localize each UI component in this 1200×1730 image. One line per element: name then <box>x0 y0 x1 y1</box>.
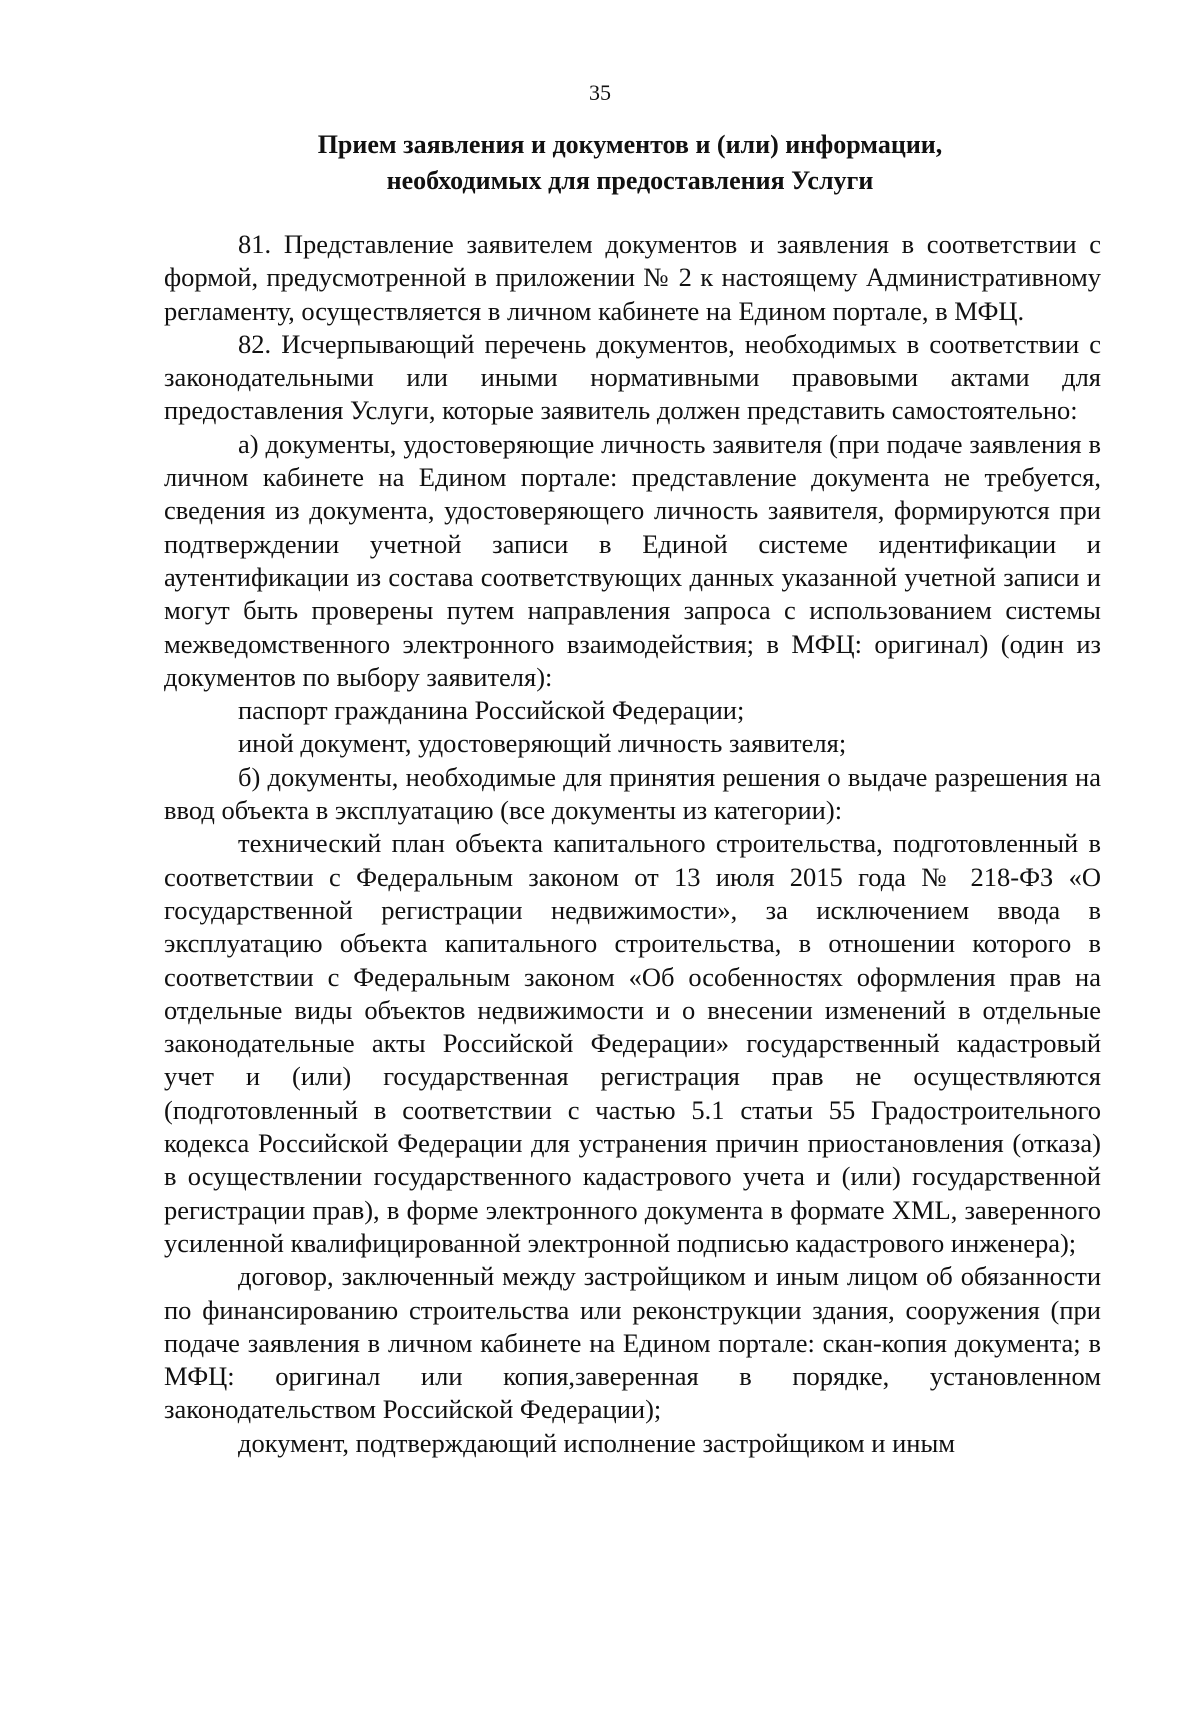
list-item-other-id: иной документ, удостоверяющий личность заявителя; <box>238 728 847 759</box>
list-item-contract: договор, заключенный между застройщиком и иным лицом об обязанности по финансированию строительства или реконструкции здания, сооружения (при подаче заявления в личном кабинете на Едином портале: скан-копия документа; в МФЦ: оригинал или копия,заверенная в порядке, установленном законодательством Российской Федерации); <box>164 1261 1101 1425</box>
paragraph-82: 82. Исчерпывающий перечень документов, необходимых в соответствии с законодательными или иными нормативными правовыми актами для предоставления Услуги, которые заявитель должен представить самостоятельно: <box>164 328 1101 426</box>
page-number: 35 <box>589 80 611 105</box>
document-body <box>164 228 1101 1460</box>
section-title-line-1: Прием заявления и документов и (или) информации, <box>317 130 943 159</box>
section-title <box>230 127 1030 199</box>
paragraph-item-a: а) документы, удостоверяющие личность заявителя (при подаче заявления в личном кабинете на Едином портале: представление документа не требуется, сведения из документа, удостоверяющего личность заявителя, формируются при подтверждении учетной записи в Единой системе идентификации и аутентификации из состава соответствующих данных указанной учетной записи и могут быть проверены путем направления запроса с использованием системы межведомственного электронного взаимодействия; в МФЦ: оригинал) (один из документов по выбору заявителя): <box>164 428 1101 692</box>
list-item-execution-document: документ, подтверждающий исполнение застройщиком и иным <box>238 1427 956 1458</box>
paragraph-81: 81. Представление заявителем документов и заявления в соответствии с формой, предусмотренной в приложении № 2 к настоящему Административному регламенту, осуществляется в личном кабинете на Едином портале, в МФЦ. <box>164 229 1101 326</box>
paragraph-item-b: б) документы, необходимые для принятия решения о выдаче разрешения на ввод объекта в эксплуатацию (все документы из категории): <box>164 761 1101 826</box>
list-item-technical-plan: технический план объекта капитального строительства, подготовленный в соответствии с Федеральным законом от 13 июля 2015 года № 218-ФЗ «О государственной регистрации недвижимости», за исключением ввода в эксплуатацию объекта капитального строительства, в отношении которого в соответствии с Федеральным законом «Об особенностях оформления прав на отдельные виды объектов недвижимости и о внесении изменений в отдельные законодательные акты Российской Федерации» государственный кадастровый учет и (или) государственная регистрация прав не осуществляются (подготовленный в соответствии с частью 5.1 статьи 55 Градостроительного кодекса Российской Федерации для устранения причин приостановления (отказа) в осуществлении государственного кадастрового учета и (или) государственной регистрации прав), в форме электронного документа в формате XML, заверенного усиленной квалифицированной электронной подписью кадастрового инженера); <box>164 828 1101 1258</box>
list-item-passport: паспорт гражданина Российской Федерации; <box>238 695 745 726</box>
section-title-line-2: необходимых для предоставления Услуги <box>386 166 874 195</box>
